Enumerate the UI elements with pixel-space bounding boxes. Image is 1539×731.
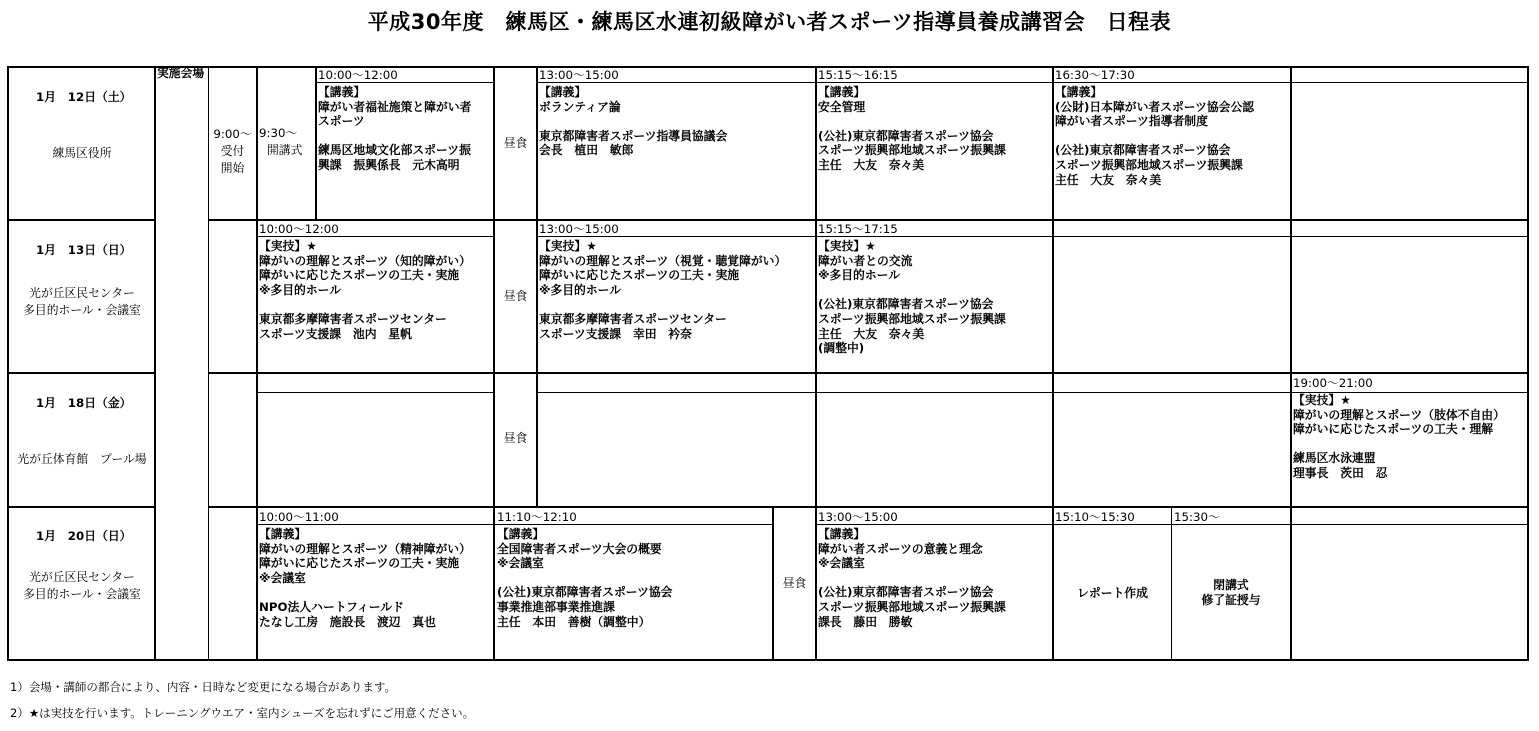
day-venue: 光が丘区民センター 多目的ホール・会議室: [23, 570, 141, 601]
lunch-cell: 昼食: [503, 431, 528, 445]
session-body: 【実技】★ 障がいの理解とスポーツ（肢体不自由） 障がいに応じたスポーツの工夫・理解 練馬区水泳連盟 理事長 茨田 忍: [1293, 393, 1505, 480]
opening-time: 9:30～: [259, 126, 298, 140]
session-body: レポート作成: [1077, 586, 1148, 600]
session-time: 19:00～21:00: [1293, 376, 1373, 390]
session-time: 15:30～: [1174, 510, 1220, 524]
session-time: 10:00～12:00: [318, 68, 398, 82]
session-time: 15:15～16:15: [818, 68, 898, 82]
day-date: 1月 18日（金）: [36, 396, 132, 410]
session-time: 13:00～15:00: [818, 510, 898, 524]
session-body: 【講義】 障がい者スポーツの意義と理念 ※会議室 (公社)東京都障害者スポーツ協会 スポーツ振興部地域スポーツ振興課 課長 藤田 勝敏: [818, 527, 1006, 629]
session-time: 11:10～12:10: [497, 510, 577, 524]
session-body: 【講義】 全国障害者スポーツ大会の概要 ※会議室 (公社)東京都障害者スポーツ協会 事業推進部事業推進課 主任 本田 善樹（調整中）: [497, 527, 673, 629]
session-body: 閉講式 修了証授与: [1201, 578, 1261, 607]
day-venue: 光が丘体育館 プール場: [17, 452, 147, 466]
session-body: 【講義】 ボランティア論 東京都障害者スポーツ指導員協議会 会長 植田 敏郎: [539, 85, 728, 158]
session-body: 【講義】 障がい者福祉施策と障がい者 スポーツ 練馬区地域文化部スポーツ振 興課 振興係長 元木高明: [318, 85, 472, 172]
session-body: 【実技】★ 障がい者との交流 ※多目的ホール (公社)東京都障害者スポーツ協会 スポーツ振興部地域スポーツ振興課 主任 大友 奈々美 (調整中): [818, 239, 1006, 356]
lunch-cell: 昼食: [503, 136, 528, 150]
session-time: 13:00～15:00: [539, 222, 619, 236]
reception-cell: 9:00～ 受付 開始: [213, 127, 252, 175]
footnote: 2）★は実技を行います。トレーニングウエア・室内シューズを忘れずにご用意ください。: [10, 706, 475, 720]
footnote: 1）会場・講師の都合により、内容・日時など変更になる場合があります。: [10, 680, 396, 694]
lunch-cell: 昼食: [782, 576, 807, 590]
session-body: 【講義】 (公財)日本障がい者スポーツ協会公認 障がい者スポーツ指導者制度 (公社)東京都障害者スポーツ協会 スポーツ振興部地域スポーツ振興課 主任 大友 奈々美: [1055, 85, 1255, 187]
page-title: 平成30年度 練馬区・練馬区水連初級障がい者スポーツ指導員養成講習会 日程表: [367, 10, 1172, 34]
day-venue: 練馬区役所: [52, 146, 112, 160]
session-body: 【実技】★ 障がいの理解とスポーツ（視覚・聴覚障がい） 障がいに応じたスポーツの工夫・実施 ※多目的ホール 東京都多摩障害者スポーツセンター スポーツ支援課 幸田 衿奈: [539, 239, 787, 341]
venue-column-header: 実施会場: [157, 66, 205, 80]
session-body: 【実技】★ 障がいの理解とスポーツ（知的障がい） 障がいに応じたスポーツの工夫・実施 ※多目的ホール 東京都多摩障害者スポーツセンター スポーツ支援課 池内 星帆: [259, 239, 471, 341]
session-time: 16:30～17:30: [1055, 68, 1135, 82]
session-body: 【講義】 安全管理 (公社)東京都障害者スポーツ協会 スポーツ振興部地域スポーツ振興課 主任 大友 奈々美: [818, 85, 1006, 172]
day-date: 1月 12日（土）: [36, 90, 132, 104]
day-date: 1月 20日（日）: [36, 529, 132, 543]
session-time: 13:00～15:00: [539, 68, 619, 82]
opening-ceremony: 開講式: [267, 143, 303, 157]
session-time: 10:00～11:00: [259, 510, 339, 524]
day-venue: 光が丘区民センター 多目的ホール・会議室: [23, 286, 141, 317]
session-body: 【講義】 障がいの理解とスポーツ（精神障がい） 障がいに応じたスポーツの工夫・実施 ※会議室 NPO法人ハートフィールド たなし工房 施設長 渡辺 真也: [259, 527, 471, 629]
day-date: 1月 13日（日）: [36, 243, 132, 257]
session-time: 10:00～12:00: [259, 222, 339, 236]
lunch-cell: 昼食: [503, 289, 528, 303]
session-time: 15:15～17:15: [818, 222, 898, 236]
session-time: 15:10～15:30: [1055, 510, 1135, 524]
